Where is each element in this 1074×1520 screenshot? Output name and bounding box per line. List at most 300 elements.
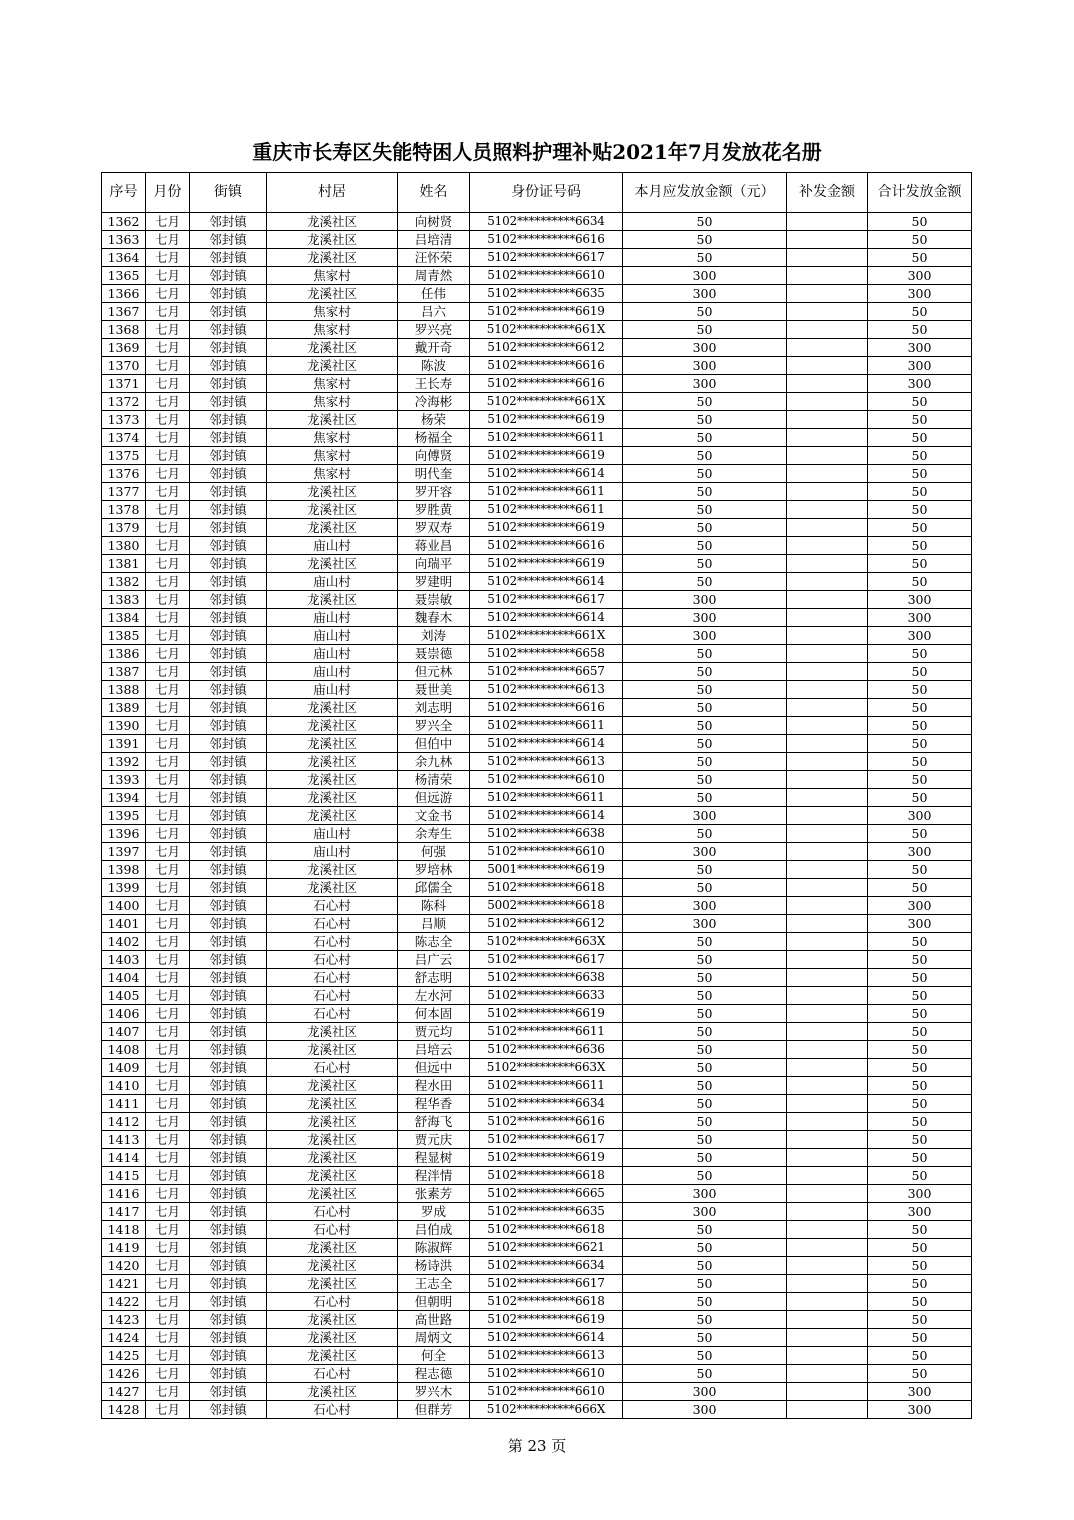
- cell-town: 邻封镇: [190, 1365, 267, 1383]
- cell-supplement: [787, 1167, 868, 1185]
- cell-town: 邻封镇: [190, 1005, 267, 1023]
- cell-name: 张素芳: [398, 1185, 470, 1203]
- table-row: [102, 663, 972, 681]
- cell-amount-due: 50: [623, 231, 787, 249]
- cell-total: 50: [868, 1095, 972, 1113]
- cell-id-number: 5102**********6619: [470, 303, 623, 321]
- cell-id-number: 5102**********6633: [470, 987, 623, 1005]
- cell-village: 龙溪社区: [267, 501, 398, 519]
- cell-name: 陈志全: [398, 933, 470, 951]
- cell-total: 50: [868, 1293, 972, 1311]
- table-row: [102, 375, 972, 393]
- cell-total: 300: [868, 375, 972, 393]
- cell-supplement: [787, 249, 868, 267]
- table-row: [102, 1257, 972, 1275]
- cell-month: 七月: [146, 573, 190, 591]
- cell-name: 程泮情: [398, 1167, 470, 1185]
- table-row: [102, 825, 972, 843]
- cell-seq: 1366: [102, 285, 146, 303]
- cell-supplement: [787, 1095, 868, 1113]
- cell-id-number: 5102**********6610: [470, 1383, 623, 1401]
- cell-month: 七月: [146, 483, 190, 501]
- cell-id-number: 5102**********6618: [470, 1167, 623, 1185]
- cell-seq: 1362: [102, 213, 146, 231]
- cell-id-number: 5102**********6618: [470, 879, 623, 897]
- cell-total: 50: [868, 699, 972, 717]
- cell-month: 七月: [146, 375, 190, 393]
- cell-name: 程显树: [398, 1149, 470, 1167]
- cell-seq: 1422: [102, 1293, 146, 1311]
- cell-month: 七月: [146, 1257, 190, 1275]
- cell-name: 明代奎: [398, 465, 470, 483]
- cell-name: 吕伯成: [398, 1221, 470, 1239]
- cell-supplement: [787, 303, 868, 321]
- cell-supplement: [787, 1185, 868, 1203]
- table-row: [102, 555, 972, 573]
- cell-id-number: 5102**********6636: [470, 1041, 623, 1059]
- cell-month: 七月: [146, 1113, 190, 1131]
- cell-month: 七月: [146, 1167, 190, 1185]
- cell-id-number: 5102**********6617: [470, 951, 623, 969]
- cell-village: 庙山村: [267, 609, 398, 627]
- cell-supplement: [787, 555, 868, 573]
- cell-name: 吕培云: [398, 1041, 470, 1059]
- cell-supplement: [787, 1257, 868, 1275]
- cell-seq: 1395: [102, 807, 146, 825]
- cell-seq: 1378: [102, 501, 146, 519]
- cell-id-number: 5102**********661X: [470, 321, 623, 339]
- cell-id-number: 5102**********6610: [470, 843, 623, 861]
- cell-supplement: [787, 825, 868, 843]
- cell-month: 七月: [146, 393, 190, 411]
- cell-id-number: 5102**********661X: [470, 393, 623, 411]
- table-row: [102, 1293, 972, 1311]
- table-row: [102, 1383, 972, 1401]
- cell-total: 50: [868, 1239, 972, 1257]
- cell-name: 杨清荣: [398, 771, 470, 789]
- cell-amount-due: 300: [623, 591, 787, 609]
- cell-amount-due: 50: [623, 1005, 787, 1023]
- cell-name: 吕广云: [398, 951, 470, 969]
- cell-total: 300: [868, 591, 972, 609]
- cell-seq: 1385: [102, 627, 146, 645]
- cell-village: 石心村: [267, 987, 398, 1005]
- cell-total: 300: [868, 1203, 972, 1221]
- cell-seq: 1387: [102, 663, 146, 681]
- cell-amount-due: 50: [623, 663, 787, 681]
- cell-seq: 1368: [102, 321, 146, 339]
- cell-amount-due: 50: [623, 1023, 787, 1041]
- cell-seq: 1369: [102, 339, 146, 357]
- cell-month: 七月: [146, 843, 190, 861]
- cell-supplement: [787, 1203, 868, 1221]
- cell-amount-due: 50: [623, 501, 787, 519]
- cell-total: 50: [868, 969, 972, 987]
- cell-id-number: 5102**********6619: [470, 555, 623, 573]
- cell-town: 邻封镇: [190, 699, 267, 717]
- cell-seq: 1388: [102, 681, 146, 699]
- table-row: [102, 483, 972, 501]
- cell-supplement: [787, 735, 868, 753]
- cell-town: 邻封镇: [190, 1167, 267, 1185]
- cell-month: 七月: [146, 735, 190, 753]
- cell-id-number: 5102**********6610: [470, 771, 623, 789]
- cell-month: 七月: [146, 1221, 190, 1239]
- cell-total: 50: [868, 231, 972, 249]
- cell-town: 邻封镇: [190, 1041, 267, 1059]
- header-cell: 月份: [146, 173, 190, 213]
- cell-month: 七月: [146, 825, 190, 843]
- table-row: [102, 915, 972, 933]
- cell-name: 罗兴全: [398, 717, 470, 735]
- cell-id-number: 5102**********6634: [470, 1095, 623, 1113]
- cell-town: 邻封镇: [190, 1329, 267, 1347]
- cell-village: 龙溪社区: [267, 735, 398, 753]
- cell-village: 石心村: [267, 1401, 398, 1419]
- cell-id-number: 5102**********6617: [470, 1275, 623, 1293]
- cell-seq: 1367: [102, 303, 146, 321]
- cell-seq: 1383: [102, 591, 146, 609]
- cell-seq: 1393: [102, 771, 146, 789]
- cell-amount-due: 300: [623, 357, 787, 375]
- cell-town: 邻封镇: [190, 645, 267, 663]
- cell-village: 龙溪社区: [267, 1077, 398, 1095]
- cell-name: 罗培林: [398, 861, 470, 879]
- cell-amount-due: 50: [623, 987, 787, 1005]
- cell-village: 龙溪社区: [267, 483, 398, 501]
- cell-month: 七月: [146, 1185, 190, 1203]
- cell-id-number: 5102**********6614: [470, 465, 623, 483]
- cell-amount-due: 300: [623, 897, 787, 915]
- cell-village: 石心村: [267, 933, 398, 951]
- cell-supplement: [787, 771, 868, 789]
- cell-seq: 1365: [102, 267, 146, 285]
- cell-id-number: 5102**********6614: [470, 735, 623, 753]
- cell-town: 邻封镇: [190, 393, 267, 411]
- cell-name: 罗胜黄: [398, 501, 470, 519]
- cell-amount-due: 50: [623, 537, 787, 555]
- cell-total: 300: [868, 915, 972, 933]
- cell-seq: 1398: [102, 861, 146, 879]
- cell-town: 邻封镇: [190, 1077, 267, 1095]
- cell-id-number: 5102**********6611: [470, 717, 623, 735]
- cell-total: 300: [868, 843, 972, 861]
- cell-seq: 1401: [102, 915, 146, 933]
- cell-id-number: 5102**********661X: [470, 627, 623, 645]
- cell-village: 庙山村: [267, 681, 398, 699]
- cell-total: 50: [868, 1221, 972, 1239]
- table-row: [102, 807, 972, 825]
- cell-village: 龙溪社区: [267, 591, 398, 609]
- cell-seq: 1373: [102, 411, 146, 429]
- page-number: 第 23 页: [507, 1437, 567, 1455]
- cell-seq: 1389: [102, 699, 146, 717]
- cell-month: 七月: [146, 951, 190, 969]
- table-row: [102, 951, 972, 969]
- cell-id-number: 5102**********6665: [470, 1185, 623, 1203]
- cell-supplement: [787, 393, 868, 411]
- cell-id-number: 5002**********6618: [470, 897, 623, 915]
- cell-month: 七月: [146, 447, 190, 465]
- cell-town: 邻封镇: [190, 807, 267, 825]
- cell-name: 但远游: [398, 789, 470, 807]
- cell-town: 邻封镇: [190, 879, 267, 897]
- cell-village: 龙溪社区: [267, 1023, 398, 1041]
- cell-village: 庙山村: [267, 663, 398, 681]
- cell-village: 龙溪社区: [267, 249, 398, 267]
- cell-town: 邻封镇: [190, 1347, 267, 1365]
- cell-seq: 1418: [102, 1221, 146, 1239]
- cell-town: 邻封镇: [190, 1239, 267, 1257]
- cell-total: 50: [868, 1005, 972, 1023]
- table-row: [102, 861, 972, 879]
- table-row: [102, 645, 972, 663]
- cell-town: 邻封镇: [190, 1113, 267, 1131]
- cell-id-number: 5102**********6619: [470, 1311, 623, 1329]
- cell-id-number: 5102**********6619: [470, 1005, 623, 1023]
- cell-month: 七月: [146, 1131, 190, 1149]
- cell-amount-due: 50: [623, 771, 787, 789]
- table-row: [102, 681, 972, 699]
- cell-village: 龙溪社区: [267, 699, 398, 717]
- cell-village: 龙溪社区: [267, 861, 398, 879]
- table-row: [102, 879, 972, 897]
- cell-total: 300: [868, 339, 972, 357]
- cell-amount-due: 50: [623, 789, 787, 807]
- cell-name: 但伯中: [398, 735, 470, 753]
- table-row: [102, 1131, 972, 1149]
- cell-supplement: [787, 339, 868, 357]
- cell-total: 50: [868, 1311, 972, 1329]
- cell-id-number: 5102**********6612: [470, 915, 623, 933]
- table-row: [102, 933, 972, 951]
- cell-id-number: 5102**********663X: [470, 1059, 623, 1077]
- cell-total: 50: [868, 1167, 972, 1185]
- cell-name: 何本固: [398, 1005, 470, 1023]
- cell-village: 石心村: [267, 915, 398, 933]
- cell-seq: 1409: [102, 1059, 146, 1077]
- cell-village: 焦家村: [267, 429, 398, 447]
- cell-seq: 1423: [102, 1311, 146, 1329]
- cell-name: 文金书: [398, 807, 470, 825]
- header-cell: 身份证号码: [470, 173, 623, 213]
- cell-amount-due: 50: [623, 1131, 787, 1149]
- cell-amount-due: 300: [623, 375, 787, 393]
- cell-seq: 1364: [102, 249, 146, 267]
- cell-supplement: [787, 1005, 868, 1023]
- cell-seq: 1402: [102, 933, 146, 951]
- cell-amount-due: 50: [623, 1347, 787, 1365]
- table-row: [102, 501, 972, 519]
- cell-seq: 1404: [102, 969, 146, 987]
- cell-supplement: [787, 591, 868, 609]
- cell-town: 邻封镇: [190, 1149, 267, 1167]
- cell-id-number: 5102**********6618: [470, 1293, 623, 1311]
- table-row: [102, 771, 972, 789]
- cell-town: 邻封镇: [190, 843, 267, 861]
- cell-village: 龙溪社区: [267, 1383, 398, 1401]
- cell-month: 七月: [146, 897, 190, 915]
- cell-name: 舒志明: [398, 969, 470, 987]
- cell-supplement: [787, 717, 868, 735]
- header-cell: 本月应发放金额（元）: [623, 173, 787, 213]
- cell-seq: 1391: [102, 735, 146, 753]
- cell-seq: 1420: [102, 1257, 146, 1275]
- cell-total: 300: [868, 807, 972, 825]
- cell-village: 龙溪社区: [267, 1257, 398, 1275]
- cell-name: 陈淑辉: [398, 1239, 470, 1257]
- cell-supplement: [787, 987, 868, 1005]
- cell-id-number: 5102**********6635: [470, 1203, 623, 1221]
- cell-id-number: 5102**********6611: [470, 501, 623, 519]
- table-row: [102, 321, 972, 339]
- cell-seq: 1412: [102, 1113, 146, 1131]
- cell-village: 焦家村: [267, 465, 398, 483]
- cell-id-number: 5102**********6616: [470, 1113, 623, 1131]
- cell-seq: 1370: [102, 357, 146, 375]
- cell-id-number: 5102**********663X: [470, 933, 623, 951]
- cell-town: 邻封镇: [190, 1401, 267, 1419]
- table-row: [102, 285, 972, 303]
- cell-total: 50: [868, 1347, 972, 1365]
- cell-town: 邻封镇: [190, 1275, 267, 1293]
- cell-village: 龙溪社区: [267, 1347, 398, 1365]
- cell-name: 贾元庆: [398, 1131, 470, 1149]
- cell-total: 50: [868, 1131, 972, 1149]
- cell-town: 邻封镇: [190, 627, 267, 645]
- cell-supplement: [787, 915, 868, 933]
- table-row: [102, 339, 972, 357]
- cell-total: 300: [868, 1383, 972, 1401]
- cell-id-number: 5102**********6611: [470, 789, 623, 807]
- header-cell: 街镇: [190, 173, 267, 213]
- cell-amount-due: 50: [623, 1041, 787, 1059]
- cell-name: 罗兴亮: [398, 321, 470, 339]
- cell-id-number: 5102**********6657: [470, 663, 623, 681]
- cell-village: 石心村: [267, 969, 398, 987]
- cell-supplement: [787, 1059, 868, 1077]
- cell-town: 邻封镇: [190, 1059, 267, 1077]
- cell-id-number: 5102**********6619: [470, 447, 623, 465]
- cell-village: 龙溪社区: [267, 1095, 398, 1113]
- cell-id-number: 5102**********6611: [470, 483, 623, 501]
- cell-seq: 1374: [102, 429, 146, 447]
- cell-seq: 1406: [102, 1005, 146, 1023]
- cell-month: 七月: [146, 519, 190, 537]
- cell-month: 七月: [146, 213, 190, 231]
- cell-village: 龙溪社区: [267, 411, 398, 429]
- table-row: [102, 1095, 972, 1113]
- cell-month: 七月: [146, 339, 190, 357]
- cell-village: 龙溪社区: [267, 1131, 398, 1149]
- cell-seq: 1415: [102, 1167, 146, 1185]
- cell-town: 邻封镇: [190, 1185, 267, 1203]
- cell-name: 贾元均: [398, 1023, 470, 1041]
- table-row: [102, 1203, 972, 1221]
- cell-name: 周青然: [398, 267, 470, 285]
- cell-amount-due: 300: [623, 915, 787, 933]
- cell-total: 50: [868, 1365, 972, 1383]
- table-row: [102, 213, 972, 231]
- cell-month: 七月: [146, 1149, 190, 1167]
- cell-name: 刘志明: [398, 699, 470, 717]
- cell-id-number: 5102**********6612: [470, 339, 623, 357]
- cell-seq: 1396: [102, 825, 146, 843]
- cell-village: 龙溪社区: [267, 1275, 398, 1293]
- cell-village: 石心村: [267, 1005, 398, 1023]
- cell-month: 七月: [146, 1275, 190, 1293]
- cell-seq: 1384: [102, 609, 146, 627]
- table-row: [102, 789, 972, 807]
- cell-town: 邻封镇: [190, 969, 267, 987]
- header-cell: 补发金额: [787, 173, 868, 213]
- cell-village: 石心村: [267, 1221, 398, 1239]
- cell-name: 但元林: [398, 663, 470, 681]
- cell-month: 七月: [146, 1005, 190, 1023]
- cell-amount-due: 50: [623, 303, 787, 321]
- cell-id-number: 5102**********6617: [470, 1131, 623, 1149]
- cell-supplement: [787, 1365, 868, 1383]
- cell-town: 邻封镇: [190, 789, 267, 807]
- cell-amount-due: 50: [623, 1059, 787, 1077]
- cell-total: 50: [868, 861, 972, 879]
- cell-town: 邻封镇: [190, 717, 267, 735]
- cell-id-number: 5102**********6611: [470, 429, 623, 447]
- cell-village: 龙溪社区: [267, 1329, 398, 1347]
- table-row: [102, 843, 972, 861]
- cell-amount-due: 50: [623, 393, 787, 411]
- cell-amount-due: 300: [623, 627, 787, 645]
- cell-supplement: [787, 447, 868, 465]
- cell-amount-due: 50: [623, 1365, 787, 1383]
- cell-name: 魏春木: [398, 609, 470, 627]
- cell-amount-due: 50: [623, 573, 787, 591]
- cell-name: 向瑞平: [398, 555, 470, 573]
- cell-month: 七月: [146, 537, 190, 555]
- cell-village: 庙山村: [267, 573, 398, 591]
- cell-name: 杨福全: [398, 429, 470, 447]
- cell-seq: 1379: [102, 519, 146, 537]
- cell-name: 左水河: [398, 987, 470, 1005]
- cell-id-number: 5102**********6638: [470, 969, 623, 987]
- cell-village: 焦家村: [267, 303, 398, 321]
- cell-month: 七月: [146, 699, 190, 717]
- cell-village: 庙山村: [267, 825, 398, 843]
- cell-supplement: [787, 753, 868, 771]
- cell-supplement: [787, 1131, 868, 1149]
- cell-amount-due: 50: [623, 447, 787, 465]
- cell-name: 周炳文: [398, 1329, 470, 1347]
- cell-amount-due: 50: [623, 969, 787, 987]
- cell-total: 50: [868, 933, 972, 951]
- cell-seq: 1407: [102, 1023, 146, 1041]
- cell-town: 邻封镇: [190, 861, 267, 879]
- cell-month: 七月: [146, 501, 190, 519]
- cell-amount-due: 50: [623, 645, 787, 663]
- cell-id-number: 5102**********6616: [470, 375, 623, 393]
- cell-village: 龙溪社区: [267, 285, 398, 303]
- cell-town: 邻封镇: [190, 267, 267, 285]
- cell-supplement: [787, 969, 868, 987]
- cell-town: 邻封镇: [190, 951, 267, 969]
- cell-village: 龙溪社区: [267, 789, 398, 807]
- header-row: [102, 173, 972, 213]
- cell-amount-due: 50: [623, 483, 787, 501]
- table-row: [102, 987, 972, 1005]
- cell-id-number: 5102**********6616: [470, 231, 623, 249]
- cell-seq: 1421: [102, 1275, 146, 1293]
- cell-total: 50: [868, 771, 972, 789]
